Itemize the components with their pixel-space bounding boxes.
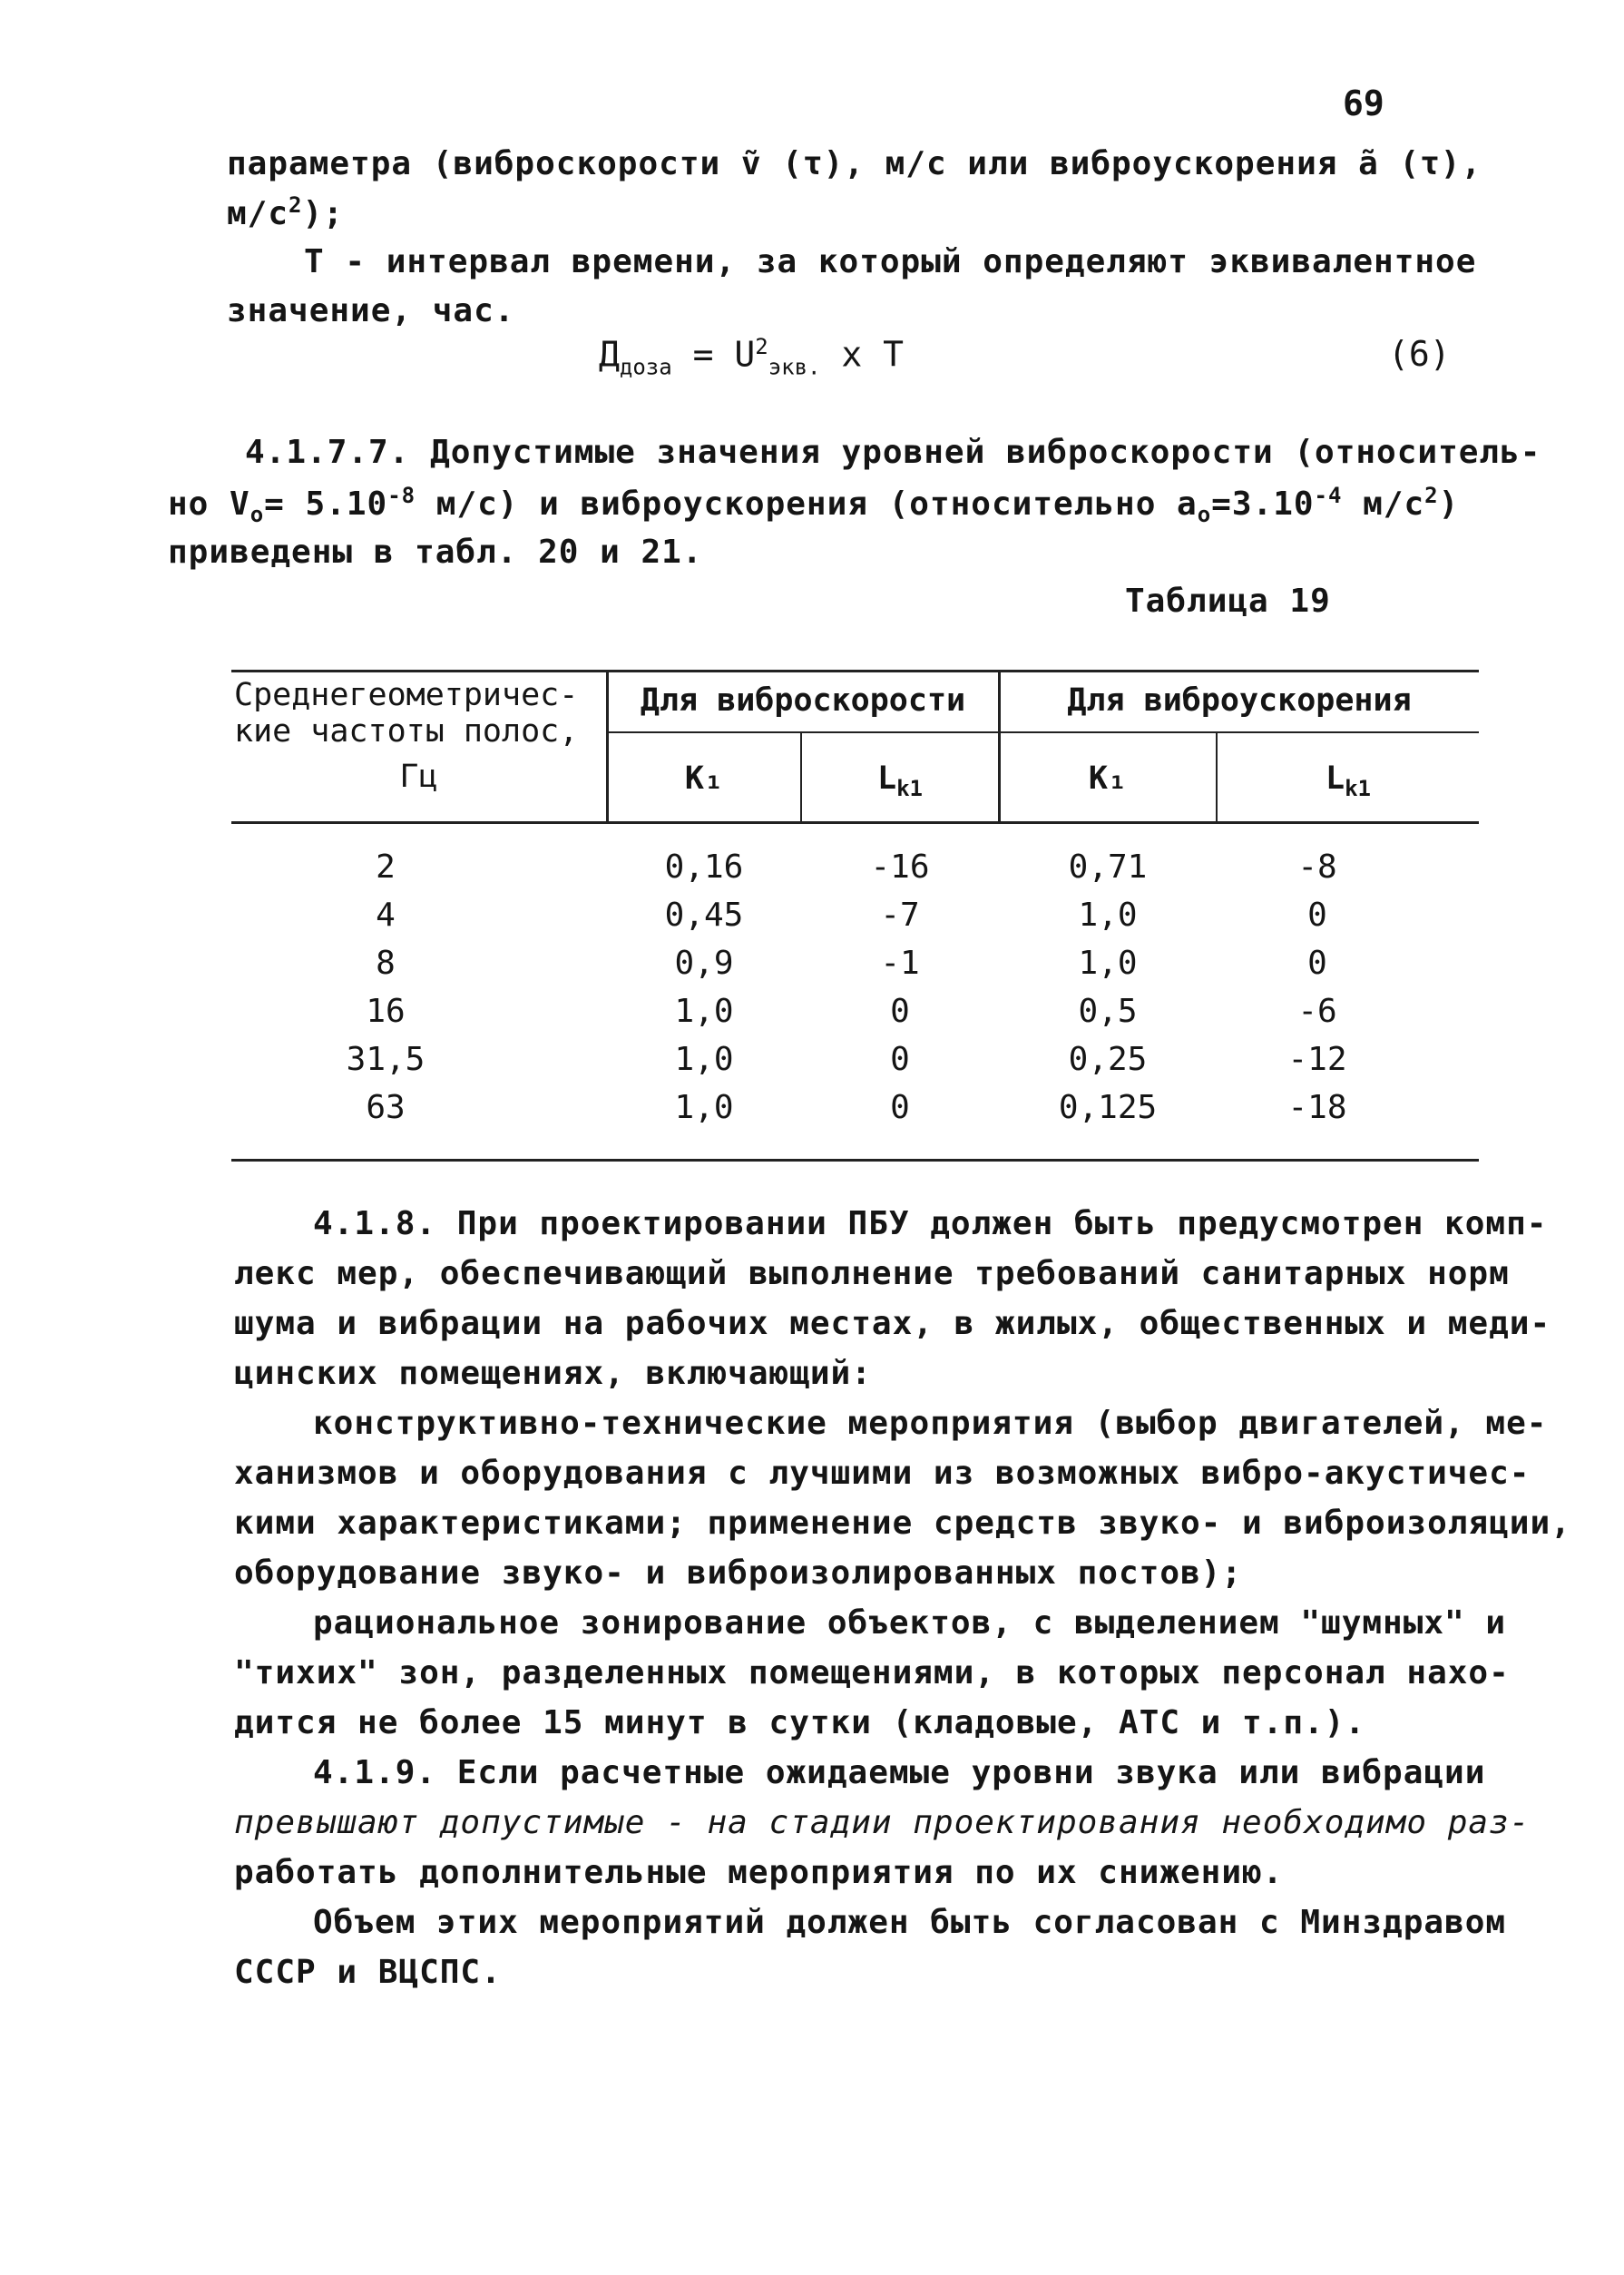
subheader-lk1-velocity-base: L [877,760,897,797]
row-1-lk1-acceleration: -8 [1297,848,1337,886]
para-constructive-line-2: ханизмов и оборудования с лучшими из возможных вибро-акустичес- [234,1455,1531,1492]
intro-line-1-a: параметра (виброскорости [227,145,741,182]
row-2-k1-velocity: 0,45 [664,897,744,934]
intro-line-1 [227,145,1482,182]
row-5-k1-velocity: 1,0 [674,1041,734,1078]
para-4177-line-2-a: но V [168,485,250,523]
formula-tail: x T [841,334,905,375]
para-418-line-1: 4.1.8. При проектировании ПБУ должен быть предусмотрен комп- [313,1205,1548,1242]
formula-u-sup: 2 [755,334,768,359]
para-zoning-line-2: "тихих" зон, разделенных помещениями, в которых персонал нахо- [234,1654,1510,1692]
v-symbol: ṽ [740,145,762,182]
t-definition-line-2: значение, час. [227,292,515,329]
table-header-rule [231,821,1479,824]
row-5-lk1-acceleration: -12 [1287,1041,1347,1078]
row-2-lk1-acceleration: 0 [1307,897,1327,934]
col0-header-line-1: Среднегеометричес- [234,677,579,713]
subheader-lk1-velocity [802,760,998,801]
formula-u-sub: экв. [768,354,821,380]
para-volume-line-1: Объем этих мероприятий должен быть согласован с Минздравом [313,1904,1507,1941]
para-418-line-4: цинских помещениях, включающий: [234,1355,872,1392]
formula-lhs-sub: доза [619,354,672,380]
row-1-freq: 2 [376,848,396,886]
para-zoning-line-1: рациональное зонирование объектов, с выделением "шумных" и [313,1604,1507,1642]
table-top-rule [231,670,1479,672]
subheader-lk1-acceleration-sub: k1 [1345,776,1371,801]
row-6-k1-acceleration: 0,125 [1058,1089,1158,1126]
subheader-lk1-velocity-sub: k1 [896,776,923,801]
intro-line-2-a: м/с [227,195,289,232]
subheader-k1-velocity: K₁ [684,760,724,797]
row-1-k1-acceleration: 0,71 [1068,848,1148,886]
intro-line-2-sup: 2 [289,192,303,218]
v0-exponent: -8 [387,483,416,508]
intro-line-1-c: (τ), [1378,145,1482,182]
row-6-lk1-velocity: 0 [890,1089,910,1126]
dose-formula [599,334,904,379]
para-4177-line-2-d: =3.10 [1211,485,1315,523]
formula-eq: = [692,334,714,375]
para-418-line-2: лекс мер, обеспечивающий выполнение требований санитарных норм [234,1255,1510,1292]
subheader-lk1-acceleration-base: L [1326,760,1345,797]
a0-sub: o [1197,502,1212,528]
row-2-k1-acceleration: 1,0 [1078,897,1138,934]
para-419-line-3: работать дополнительные мероприятия по их снижению. [234,1854,1284,1891]
row-4-k1-acceleration: 0,5 [1078,993,1138,1030]
subheader-k1-acceleration: K₁ [1088,760,1128,797]
a0-unit-exponent: 2 [1424,483,1439,508]
intro-line-2-b: ); [302,195,344,232]
row-6-k1-velocity: 1,0 [674,1089,734,1126]
row-4-k1-velocity: 1,0 [674,993,734,1030]
v0-sub: o [249,502,265,528]
row-5-k1-acceleration: 0,25 [1068,1041,1148,1078]
subheader-lk1-acceleration [1218,760,1479,801]
formula-u: U [734,334,756,375]
para-zoning-line-3: дится не более 15 минут в сутки (кладовые, АТС и т.п.). [234,1704,1366,1741]
row-2-lk1-velocity: -7 [880,897,920,934]
group-header-acceleration: Для виброускорения [1067,682,1412,719]
row-4-lk1-acceleration: -6 [1297,993,1337,1030]
col0-header-line-2: кие частоты полос, [234,713,579,750]
a-symbol: ã [1358,145,1379,182]
para-4177-line-2-e: м/с [1342,485,1425,523]
a0-exponent: -4 [1314,483,1343,508]
row-1-lk1-velocity: -16 [870,848,930,886]
t-definition-line-1: Т - интервал времени, за который определяют эквивалентное [304,243,1477,280]
para-volume-line-2: СССР и ВЦСПС. [234,1954,502,1991]
col0-header-line-3: Гц [399,759,438,795]
row-5-freq: 31,5 [346,1041,426,1078]
row-4-freq: 16 [366,993,406,1030]
row-3-k1-acceleration: 1,0 [1078,945,1138,982]
page-number: 69 [1343,83,1384,123]
para-418-line-3: шума и вибрации на рабочих местах, в жилых, общественных и меди- [234,1305,1551,1342]
para-419-line-2: превышают допустимые - на стадии проектирования необходимо раз- [234,1804,1531,1841]
row-3-freq: 8 [376,945,396,982]
para-constructive-line-1: конструктивно-технические мероприятия (выбор двигателей, ме- [313,1405,1548,1442]
formula-number: (6) [1388,334,1451,374]
para-4177-line-2-c: м/с) и виброускорения (относительно а [416,485,1198,523]
intro-line-1-b: (τ), м/с или виброускорения [761,145,1359,182]
row-3-k1-velocity: 0,9 [674,945,734,982]
row-6-lk1-acceleration: -18 [1287,1089,1347,1126]
row-2-freq: 4 [376,897,396,934]
intro-line-2 [227,192,344,232]
table-subheader-rule [606,731,1479,733]
row-6-freq: 63 [366,1089,406,1126]
para-4177-line-2-b: = 5.10 [264,485,388,523]
row-4-lk1-velocity: 0 [890,993,910,1030]
para-4177-line-3: приведены в табл. 20 и 21. [168,534,703,571]
table-caption: Таблица 19 [1125,583,1331,620]
row-1-k1-velocity: 0,16 [664,848,744,886]
row-3-lk1-acceleration: 0 [1307,945,1327,982]
group-header-velocity: Для виброскорости [640,682,966,719]
para-constructive-line-4: оборудование звуко- и виброизолированных постов); [234,1554,1243,1592]
para-4177-line-1: 4.1.7.7. Допустимые значения уровней виброскорости (относитель- [245,434,1541,471]
para-constructive-line-3: кими характеристиками; применение средств звуко- и виброизоляции, [234,1505,1571,1542]
para-4177-line-2-f: ) [1438,485,1460,523]
table-bottom-rule [231,1159,1479,1162]
para-419-line-1: 4.1.9. Если расчетные ожидаемые уровни звука или вибрации [313,1754,1486,1791]
para-4177-line-2 [168,483,1459,527]
row-5-lk1-velocity: 0 [890,1041,910,1078]
formula-lhs: Д [599,334,620,375]
row-3-lk1-velocity: -1 [880,945,920,982]
